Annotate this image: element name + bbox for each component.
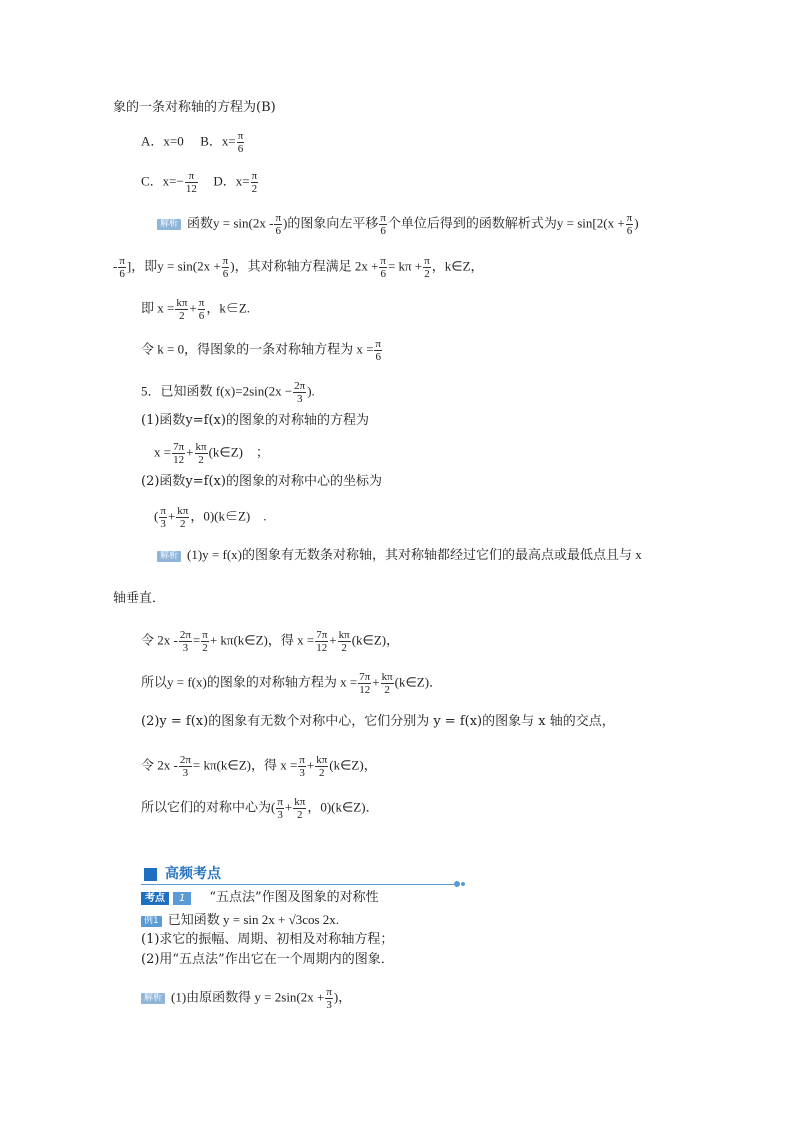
section-header bbox=[141, 864, 466, 886]
section-divider bbox=[141, 884, 459, 885]
frac-pi-12: $\frac{\pi}{12}$ bbox=[185, 170, 197, 195]
option-c: C．x=− bbox=[141, 173, 184, 189]
option-d: D．x= bbox=[213, 173, 250, 189]
q5-part1: (1)函数y=f(x)的图象的对称轴的方程为 bbox=[141, 413, 369, 428]
q4-options-ab bbox=[141, 130, 245, 155]
sol4-line4: 令 k = 0，得图象的一条对称轴方程为 x = $\frac{\pi}{6}$ bbox=[141, 338, 381, 363]
example1-q2: (2)用“五点法”作出它在一个周期内的图象． bbox=[141, 952, 394, 967]
option-b: B．x= bbox=[200, 133, 236, 149]
q4-options-cd bbox=[141, 170, 259, 195]
frac-pi-2: $\frac{\pi}{2}$ bbox=[251, 170, 258, 195]
example1-q1: (1)求它的振幅、周期、初相及对称轴方程； bbox=[141, 932, 394, 947]
sol4-line2: - $\frac{\pi}{6}$ ]，即y = sin(2x + $\frac{\pi}{6}$ )，其对称轴方程满足 2x + $\frac{\pi}{6}$ = kπ + $\frac{\pi}{2}$ ，k∈Z， bbox=[113, 255, 484, 280]
key-point-label: 考点 bbox=[141, 892, 169, 905]
example1-solution: 解析 (1)由原函数得 y = 2sin(2x + $\frac{\pi}{3}$ )， bbox=[141, 986, 351, 1011]
key-point-title: “五点法”作图及图象的对称性 bbox=[209, 890, 379, 905]
key-point-number: 1 bbox=[173, 892, 191, 905]
analysis-tag: 解析 bbox=[141, 993, 165, 1004]
q5-part2-answer: ( $\frac{\pi}{3}$ + $\frac{k\pi}{2}$ ，0)(k∈Z) . bbox=[154, 505, 267, 530]
sol5-line1: 解析 (1)y = f(x)的图象有无数条对称轴，其对称轴都经过它们的最高点或最低点且与 x bbox=[157, 546, 642, 564]
key-point-row bbox=[141, 889, 379, 907]
sol5-line4: 所以y = f(x)的图象的对称轴方程为 x = $\frac{7\pi}{12}$ + $\frac{k\pi}{2}$ (k∈Z)． bbox=[141, 671, 443, 696]
analysis-tag: 解析 bbox=[157, 551, 181, 562]
frac-pi-6: $\frac{\pi}{6}$ bbox=[237, 130, 244, 155]
q5-stem: 5．已知函数 f(x)=2sin(2x − $\frac{2\pi}{3}$ ). bbox=[141, 380, 315, 405]
example1-stem: 例1 已知函数 y = sin 2x + √3cos 2x. bbox=[141, 911, 339, 929]
sol5-line2: 轴垂直． bbox=[113, 591, 166, 606]
sol5-line3: 令 2x - $\frac{2\pi}{3}$ = $\frac{\pi}{2}$ + kπ(k∈Z)，得 x = $\frac{7\pi}{12}$ + $\frac{k\pi}{2}$ (k∈Z)， bbox=[141, 629, 400, 654]
dot-icon bbox=[454, 881, 460, 887]
sol5-line7: 所以它们的对称中心为( $\frac{\pi}{3}$ + $\frac{k\pi}{2}$ ，0)(k∈Z)． bbox=[141, 796, 379, 821]
section-square-icon bbox=[144, 868, 157, 881]
sol5-line5: (2)y = f(x)的图象有无数个对称中心，它们分别为 y = f(x)的图象与 x 轴的交点， bbox=[141, 714, 615, 729]
option-a: A．x=0 bbox=[141, 133, 184, 149]
q4-stem-tail: 象的一条对称轴的方程为(B) bbox=[113, 100, 276, 115]
q5-part2: (2)函数y=f(x)的图象的对称中心的坐标为 bbox=[141, 474, 382, 489]
sol5-line6: 令 2x - $\frac{2\pi}{3}$ = kπ(k∈Z)，得 x = $\frac{\pi}{3}$ + $\frac{k\pi}{2}$ (k∈Z)， bbox=[141, 754, 377, 779]
section-title: 高频考点 bbox=[165, 866, 221, 882]
dot-icon bbox=[461, 882, 465, 886]
analysis-tag: 解析 bbox=[157, 219, 181, 230]
q5-part1-answer: x = $\frac{7\pi}{12}$ + $\frac{k\pi}{2}$ (k∈Z) ； bbox=[154, 441, 269, 466]
sol4-line1: 解析 函数y = sin(2x - $\frac{\pi}{6}$ )的图象向左平移 $\frac{\pi}{6}$ 个单位后得到的函数解析式为y = sin[2(x + $\frac{\pi}{6}$ ) bbox=[157, 212, 639, 237]
example-tag: 例1 bbox=[141, 916, 162, 927]
sol4-line3: 即 x = $\frac{k\pi}{2}$ + $\frac{\pi}{6}$ ，k∈Z. bbox=[141, 297, 251, 322]
